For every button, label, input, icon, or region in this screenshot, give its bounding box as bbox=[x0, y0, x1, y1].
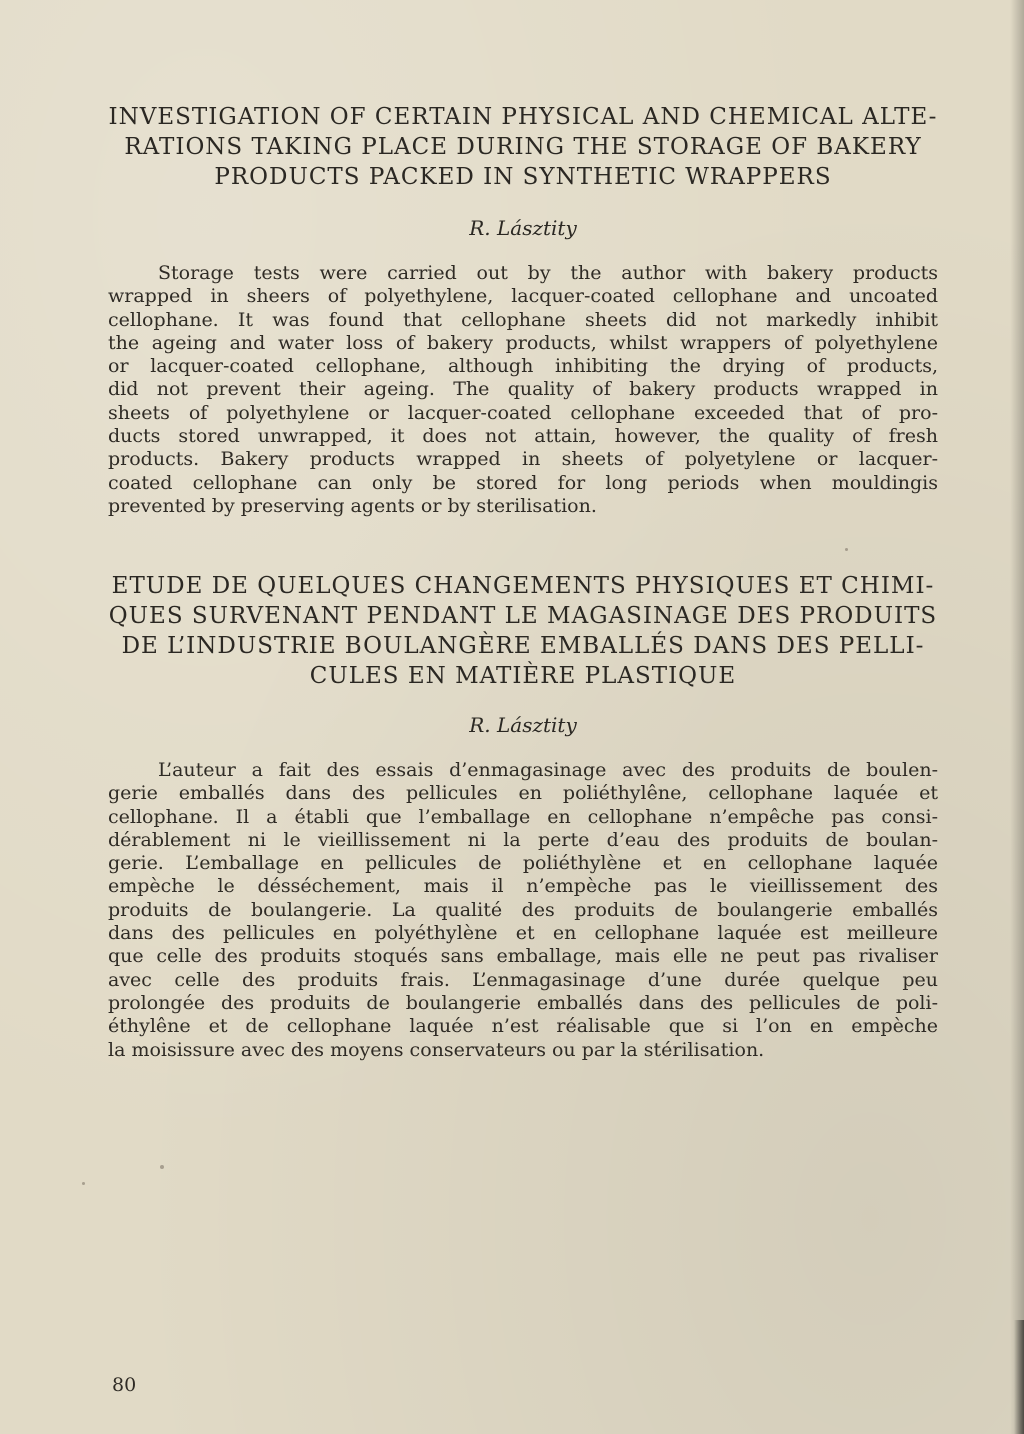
english-abstract-line: sheets of polyethylene or lacquer-coated cellophane exceeded that of pro- bbox=[108, 401, 938, 424]
english-abstract-line: coated cellophane can only be stored for long periods when mouldingis bbox=[108, 471, 938, 494]
english-abstract bbox=[108, 262, 938, 518]
english-title-line: PRODUCTS PACKED IN SYNTHETIC WRAPPERS bbox=[214, 164, 832, 190]
english-title-line: RATIONS TAKING PLACE DURING THE STORAGE OF BAKERY bbox=[124, 134, 922, 160]
french-title-line: DE L’INDUSTRIE BOULANGÈRE EMBALLÉS DANS DES PELLI- bbox=[121, 633, 925, 659]
english-abstract-line: the ageing and water loss of bakery products, whilst wrappers of polyethylene bbox=[108, 331, 938, 354]
french-abstract bbox=[108, 759, 938, 1062]
french-title-line: ETUDE DE QUELQUES CHANGEMENTS PHYSIQUES ET CHIMI- bbox=[111, 573, 935, 599]
french-abstract-line: empèche le désséchement, mais il n’empèche pas le vieillissement des bbox=[108, 875, 938, 898]
french-abstract-line: dérablement ni le vieillissement ni la perte d’eau des produits de boulan- bbox=[108, 828, 938, 851]
english-abstract-line: or lacquer-coated cellophane, although inhibiting the drying of products, bbox=[108, 355, 938, 378]
english-abstract-line: products. Bakery products wrapped in sheets of polyetylene or lacquer- bbox=[108, 448, 938, 471]
page-edge-dark bbox=[1014, 1320, 1024, 1434]
french-abstract-line: L’auteur a fait des essais d’enmagasinage avec des produits de boulen- bbox=[158, 759, 938, 781]
page-edge-shadow bbox=[1010, 0, 1024, 1434]
french-abstract-line: cellophane. Il a établi que l’emballage en cellophane n’empêche pas consi- bbox=[108, 805, 938, 828]
english-abstract-line: did not prevent their ageing. The quality of bakery products wrapped in bbox=[108, 378, 938, 401]
english-article bbox=[108, 102, 938, 518]
french-abstract-line: produits de boulangerie. La qualité des produits de boulangerie emballés bbox=[108, 898, 938, 921]
french-abstract-line: éthylêne et de cellophane laquée n’est réalisable que si l’on en empèche bbox=[108, 1015, 938, 1038]
french-abstract-line: prolongée des produits de boulangerie emballés dans des pellicules de poli- bbox=[108, 991, 938, 1014]
french-title-line: CULES EN MATIÈRE PLASTIQUE bbox=[309, 663, 737, 689]
french-title-line: QUES SURVENANT PENDANT LE MAGASINAGE DES PRODUITS bbox=[108, 603, 938, 629]
french-abstract-line: la moisissure avec des moyens conservateurs ou par la stérilisation. bbox=[108, 1038, 765, 1061]
english-title-line: INVESTIGATION OF CERTAIN PHYSICAL AND CHEMICAL ALTE- bbox=[108, 104, 938, 130]
english-abstract-line: prevented by preserving agents or by sterilisation. bbox=[108, 494, 597, 517]
english-abstract-line: ducts stored unwrapped, it does not attain, however, the quality of fresh bbox=[108, 425, 938, 448]
paper-speck bbox=[82, 1182, 85, 1185]
english-abstract-line: cellophane. It was found that cellophane sheets did not markedly inhibit bbox=[108, 308, 938, 331]
english-abstract-line: wrapped in sheers of polyethylene, lacquer-coated cellophane and uncoated bbox=[108, 285, 938, 308]
english-title bbox=[108, 102, 938, 192]
french-article bbox=[108, 571, 938, 1062]
paper-speck bbox=[845, 548, 848, 551]
french-abstract-line: gerie. L’emballage en pellicules de poliéthylène et en cellophane laquée bbox=[108, 852, 938, 875]
english-abstract-line: Storage tests were carried out by the author with bakery products bbox=[158, 262, 938, 284]
french-author: R. Lásztity bbox=[469, 713, 577, 737]
paper-speck bbox=[160, 1165, 164, 1169]
french-abstract-line: avec celle des produits frais. L’enmagasinage d’une durée quelque peu bbox=[108, 968, 938, 991]
french-title bbox=[108, 571, 938, 691]
french-abstract-line: dans des pellicules en polyéthylène et en cellophane laquée est meilleure bbox=[108, 922, 938, 945]
french-abstract-line: que celle des produits stoqués sans emballage, mais elle ne peut pas rivaliser bbox=[108, 945, 938, 968]
english-author: R. Lásztity bbox=[469, 216, 577, 240]
page-number: 80 bbox=[112, 1374, 137, 1396]
french-abstract-line: gerie emballés dans des pellicules en poliéthylêne, cellophane laquée et bbox=[108, 782, 938, 805]
